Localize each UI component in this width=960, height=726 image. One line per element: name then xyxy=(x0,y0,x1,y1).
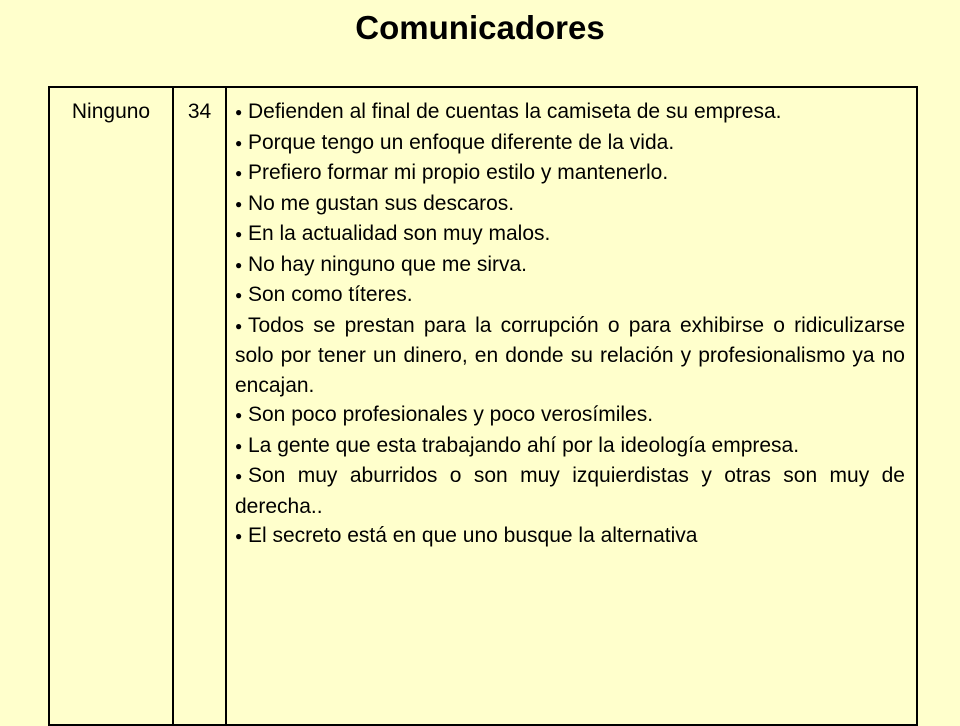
page-title: Comunicadores xyxy=(355,9,605,46)
bullet-icon: ● xyxy=(235,529,243,543)
comment-item xyxy=(235,280,905,311)
bullet-icon: ● xyxy=(235,288,243,302)
comment-item xyxy=(235,128,905,159)
comment-item xyxy=(235,521,905,552)
comment-item xyxy=(235,311,905,401)
comment-text: No me gustan sus descaros. xyxy=(248,191,515,215)
comment-text: No hay ninguno que me sirva. xyxy=(248,252,527,276)
comment-item xyxy=(235,219,905,250)
comment-item xyxy=(235,431,905,462)
comment-text: Prefiero formar mi propio estilo y mantenerlo. xyxy=(248,161,669,184)
bullet-icon: ● xyxy=(235,196,243,211)
comment-text: Son como títeres. xyxy=(248,283,413,306)
category-cell: Ninguno xyxy=(50,88,174,724)
comment-item xyxy=(235,158,905,189)
comment-text: Porque tengo un enfoque diferente de la vida. xyxy=(248,130,675,154)
comment-text: El secreto está en que uno busque la alternativa xyxy=(248,524,698,547)
bullet-icon: ● xyxy=(235,166,243,180)
comment-item xyxy=(235,461,905,521)
response-table xyxy=(48,86,918,726)
bullet-icon: ● xyxy=(235,105,243,119)
comments-cell xyxy=(227,88,916,724)
bullet-icon: ● xyxy=(235,469,243,483)
bullet-icon: ● xyxy=(235,257,243,272)
comment-item xyxy=(235,250,905,281)
comment-text: Son muy aburridos o son muy izquierdistas y otras son muy de derecha.. xyxy=(235,464,905,518)
comment-text: En la actualidad son muy malos. xyxy=(248,222,551,245)
comment-text: Defienden al final de cuentas la camiseta de su empresa. xyxy=(248,100,782,123)
comment-item xyxy=(235,97,905,128)
comment-item xyxy=(235,400,905,431)
bullet-icon: ● xyxy=(235,318,243,333)
bullet-icon: ● xyxy=(235,438,243,453)
comment-text: Son poco profesionales y poco verosímiles. xyxy=(248,403,654,426)
comment-item xyxy=(235,189,905,220)
bullet-icon: ● xyxy=(235,135,243,150)
bullet-icon: ● xyxy=(235,408,243,422)
count-cell: 34 xyxy=(174,88,227,724)
bullet-icon: ● xyxy=(235,227,243,241)
comment-text: Todos se prestan para la corrupción o para exhibirse o ridiculizarse solo por tener un dinero, en donde su relación y profesionalismo ya no encajan. xyxy=(235,313,905,397)
comment-text: La gente que esta trabajando ahí por la ideología empresa. xyxy=(248,433,800,457)
